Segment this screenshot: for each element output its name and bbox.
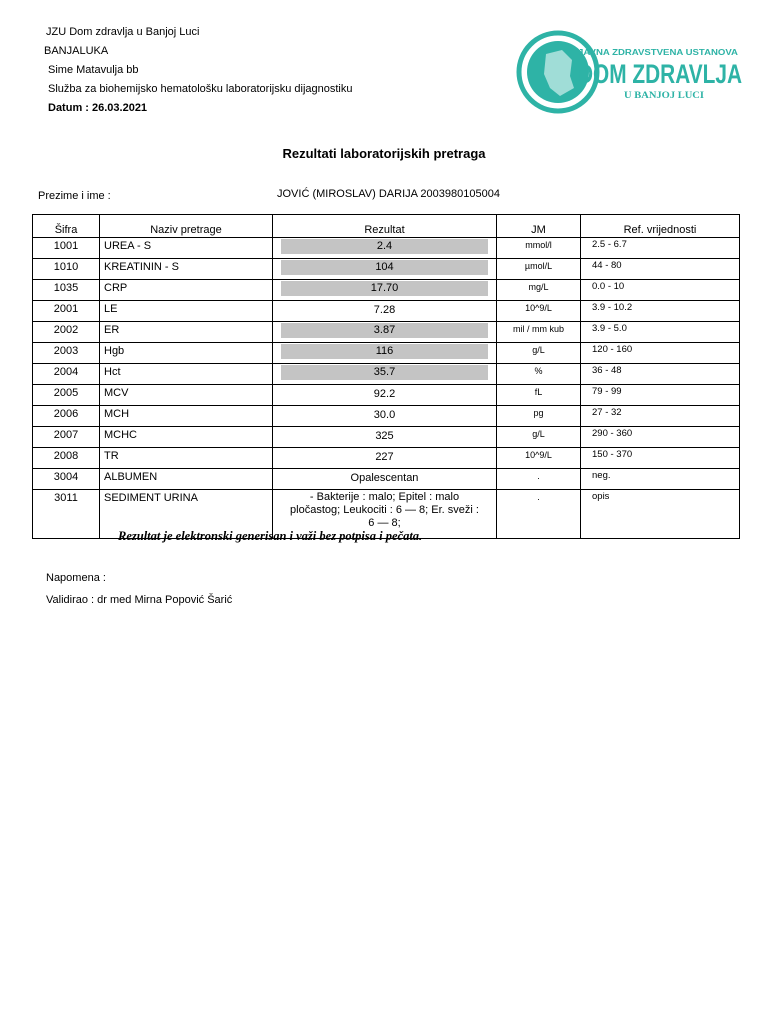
cell-reference: 150 - 370 xyxy=(581,448,740,469)
cell-code: 2006 xyxy=(33,406,100,427)
cell-reference: 44 - 80 xyxy=(581,259,740,280)
cell-unit: 10^9/L xyxy=(497,301,581,322)
cell-unit: mg/L xyxy=(497,280,581,301)
cell-code: 1001 xyxy=(33,238,100,259)
cell-test-name: Hgb xyxy=(100,343,273,364)
cell-reference: 120 - 160 xyxy=(581,343,740,364)
cell-test-name: Hct xyxy=(100,364,273,385)
cell-unit: fL xyxy=(497,385,581,406)
cell-unit: mil / mm kub xyxy=(497,322,581,343)
table-row xyxy=(33,385,740,406)
cell-reference: 79 - 99 xyxy=(581,385,740,406)
cell-result: - Bakterije : malo; Epitel : malo pločastog; Leukociti : 6 — 8; Er. sveži : 6 — 8; xyxy=(273,490,497,539)
napomena-label: Napomena : xyxy=(46,572,106,584)
cell-result: 3.87 xyxy=(273,322,497,343)
page-title: Rezultati laboratorijskih pretraga xyxy=(282,146,486,161)
table-row xyxy=(33,343,740,364)
cell-code: 1035 xyxy=(33,280,100,301)
report-date: Datum : 26.03.2021 xyxy=(48,102,148,114)
cell-result: 116 xyxy=(273,343,497,364)
table-row xyxy=(33,406,740,427)
cell-code: 2008 xyxy=(33,448,100,469)
svg-text:JAVNA ZDRAVSTVENA USTANOVA: JAVNA ZDRAVSTVENA USTANOVA xyxy=(578,48,739,57)
address: Sime Matavulja bb xyxy=(48,64,139,76)
cell-result: 30.0 xyxy=(273,406,497,427)
cell-unit: pg xyxy=(497,406,581,427)
cell-result: 7.28 xyxy=(273,301,497,322)
dom-zdravlja-logo xyxy=(516,26,746,118)
table-row xyxy=(33,301,740,322)
cell-reference: 36 - 48 xyxy=(581,364,740,385)
cell-reference: 2.5 - 6.7 xyxy=(581,238,740,259)
cell-code: 2001 xyxy=(33,301,100,322)
cell-result: 92.2 xyxy=(273,385,497,406)
cell-reference: 3.9 - 10.2 xyxy=(581,301,740,322)
cell-result: Opalescentan xyxy=(273,469,497,490)
cell-test-name: MCV xyxy=(100,385,273,406)
cell-unit: mmol/l xyxy=(497,238,581,259)
header-reference: Ref. vrijednosti xyxy=(581,215,740,238)
cell-reference: 27 - 32 xyxy=(581,406,740,427)
cell-code: 2005 xyxy=(33,385,100,406)
cell-unit: . xyxy=(497,490,581,539)
svg-text:DOM ZDRAVLJA: DOM ZDRAVLJA xyxy=(578,59,742,89)
cell-code: 1010 xyxy=(33,259,100,280)
table-row xyxy=(33,364,740,385)
electronic-note: Rezultat je elektronski generisan i važi bez potpisa i pečata. xyxy=(118,529,423,543)
cell-code: 2007 xyxy=(33,427,100,448)
cell-reference: 290 - 360 xyxy=(581,427,740,448)
table-row xyxy=(33,238,740,259)
cell-unit: µmol/L xyxy=(497,259,581,280)
cell-result: 17.70 xyxy=(273,280,497,301)
cell-test-name: TR xyxy=(100,448,273,469)
header-unit: JM xyxy=(497,215,581,238)
table-header-row xyxy=(33,215,740,238)
cell-result: 227 xyxy=(273,448,497,469)
cell-test-name: SEDIMENT URINA xyxy=(100,490,273,539)
cell-code: 3011 xyxy=(33,490,100,539)
table-row xyxy=(33,259,740,280)
validated-by: Validirao : dr med Mirna Popović Šarić xyxy=(46,594,233,606)
cell-unit: . xyxy=(497,469,581,490)
cell-code: 3004 xyxy=(33,469,100,490)
table-row xyxy=(33,280,740,301)
cell-code: 2003 xyxy=(33,343,100,364)
cell-result: 35.7 xyxy=(273,364,497,385)
institution-name: JZU Dom zdravlja u Banjoj Luci xyxy=(46,26,200,38)
cell-test-name: KREATININ - S xyxy=(100,259,273,280)
department: Služba za biohemijsko hematološku laboratorijsku dijagnostiku xyxy=(48,83,353,95)
city-name: BANJALUKA xyxy=(44,45,109,57)
cell-code: 2002 xyxy=(33,322,100,343)
table-row xyxy=(33,322,740,343)
cell-unit: % xyxy=(497,364,581,385)
cell-test-name: CRP xyxy=(100,280,273,301)
header-result: Rezultat xyxy=(273,215,497,238)
cell-unit: g/L xyxy=(497,427,581,448)
cell-code: 2004 xyxy=(33,364,100,385)
cell-reference: opis xyxy=(581,490,740,539)
cell-test-name: ER xyxy=(100,322,273,343)
cell-test-name: MCHC xyxy=(100,427,273,448)
cell-result: 325 xyxy=(273,427,497,448)
cell-test-name: UREA - S xyxy=(100,238,273,259)
cell-reference: neg. xyxy=(581,469,740,490)
cell-test-name: MCH xyxy=(100,406,273,427)
header-code: Šifra xyxy=(33,215,100,238)
svg-text:U BANJOJ LUCI: U BANJOJ LUCI xyxy=(624,90,705,100)
cell-result: 2.4 xyxy=(273,238,497,259)
table-row xyxy=(33,469,740,490)
cell-reference: 0.0 - 10 xyxy=(581,280,740,301)
table-row xyxy=(33,427,740,448)
cell-unit: 10^9/L xyxy=(497,448,581,469)
cell-test-name: ALBUMEN xyxy=(100,469,273,490)
cell-result: 104 xyxy=(273,259,497,280)
cell-test-name: LE xyxy=(100,301,273,322)
cell-reference: 3.9 - 5.0 xyxy=(581,322,740,343)
results-table xyxy=(32,214,740,539)
header-test-name: Naziv pretrage xyxy=(100,215,273,238)
cell-unit: g/L xyxy=(497,343,581,364)
patient-name: JOVIĆ (MIROSLAV) DARIJA 2003980105004 xyxy=(277,188,500,200)
table-row xyxy=(33,448,740,469)
patient-label: Prezime i ime : xyxy=(38,190,111,202)
